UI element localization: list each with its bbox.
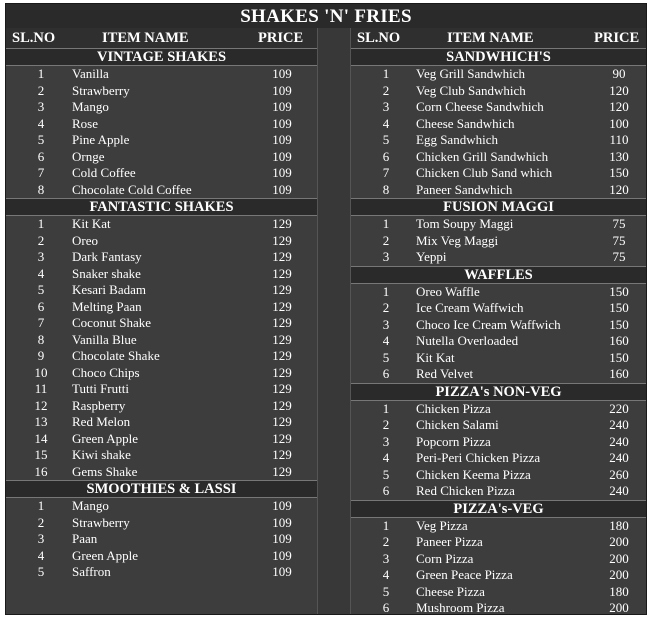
item-number: 1 — [37, 216, 45, 231]
item-name: Cheese Pizza — [416, 583, 485, 599]
item-name: Veg Club Sandwhich — [416, 82, 526, 98]
item-number: 5 — [382, 466, 390, 482]
item-price: 109 — [272, 165, 292, 180]
item-price: 109 — [272, 531, 292, 546]
item-name: Mushroom Pizza — [416, 600, 505, 615]
menu-item-row — [351, 333, 646, 350]
left-column — [6, 28, 317, 614]
item-name-header: ITEM NAME — [102, 30, 189, 46]
item-name: Chicken Pizza — [416, 400, 491, 416]
item-price: 100 — [609, 115, 629, 131]
item-number: 3 — [382, 433, 390, 449]
item-number: 8 — [37, 181, 45, 197]
item-name: Vanilla Blue — [72, 331, 137, 347]
item-name: Ornge — [72, 148, 105, 164]
item-price: 150 — [609, 316, 629, 332]
item-price: 129 — [272, 249, 292, 264]
section-heading: FANTASTIC SHAKES — [6, 198, 317, 216]
item-price: 240 — [609, 450, 629, 465]
item-name: Chocolate Shake — [72, 348, 160, 363]
column-header — [6, 28, 317, 48]
item-number: 1 — [382, 283, 390, 299]
item-name: Cheese Sandwhich — [416, 115, 515, 131]
item-number: 2 — [382, 300, 390, 315]
item-number: 5 — [37, 282, 45, 297]
item-price: 129 — [272, 216, 292, 231]
item-number: 4 — [37, 115, 45, 131]
menu-item-row — [6, 564, 317, 581]
item-name: Green Apple — [72, 547, 139, 563]
menu-item-row — [6, 116, 317, 133]
item-price: 129 — [272, 265, 292, 281]
item-name: Chocolate Cold Coffee — [72, 181, 192, 197]
item-price: 180 — [609, 583, 629, 599]
menu-item-row — [6, 398, 317, 415]
item-name: Snaker shake — [72, 265, 141, 281]
menu-item-row — [6, 365, 317, 382]
item-name: Egg Sandwhich — [416, 132, 498, 147]
menu-item-row — [351, 182, 646, 199]
item-price: 129 — [272, 447, 292, 462]
item-name: Veg Grill Sandwhich — [416, 66, 526, 81]
section-heading: VINTAGE SHAKES — [6, 48, 317, 66]
item-name: Veg Pizza — [416, 517, 468, 533]
item-number: 2 — [37, 232, 45, 248]
menu-item-row — [351, 66, 646, 83]
item-name: Chicken Salami — [416, 417, 499, 432]
item-number: 1 — [382, 400, 390, 416]
menu-item-row — [6, 447, 317, 464]
menu-item-row — [351, 417, 646, 434]
item-price: 75 — [612, 216, 626, 231]
item-price: 150 — [609, 300, 629, 315]
item-number: 4 — [382, 115, 390, 131]
menu-item-row — [351, 551, 646, 568]
item-number: 1 — [37, 498, 45, 513]
item-number: 2 — [382, 82, 390, 98]
item-number: 10 — [34, 364, 48, 380]
item-number: 4 — [382, 333, 390, 348]
menu-item-row — [6, 282, 317, 299]
column-divider — [317, 28, 351, 614]
item-name: Mango — [72, 99, 109, 114]
item-price: 260 — [609, 466, 629, 482]
item-price: 240 — [609, 433, 629, 449]
item-name: Dark Fantasy — [72, 249, 142, 264]
item-number: 5 — [382, 132, 390, 147]
item-price: 200 — [609, 600, 629, 615]
item-number: 11 — [34, 381, 48, 396]
section-heading: SANDWHICH'S — [351, 48, 646, 66]
item-number: 2 — [37, 82, 45, 98]
menu-item-row — [351, 284, 646, 301]
item-price: 129 — [272, 397, 292, 413]
item-number: 4 — [382, 567, 390, 582]
menu-item-row — [6, 332, 317, 349]
menu-item-row — [6, 249, 317, 266]
item-price: 109 — [272, 66, 292, 81]
item-price: 109 — [272, 181, 292, 197]
item-name: Red Melon — [72, 414, 131, 429]
menu-item-row — [6, 216, 317, 233]
item-name: Green Apple — [72, 430, 139, 446]
item-price: 109 — [272, 99, 292, 114]
item-name: Nutella Overloaded — [416, 333, 519, 348]
item-name: Saffron — [72, 564, 111, 579]
item-number: 9 — [37, 348, 45, 363]
item-number: 3 — [37, 249, 45, 264]
item-price: 200 — [609, 550, 629, 566]
item-price: 90 — [612, 66, 626, 81]
item-name: Chicken Club Sand which — [416, 165, 553, 180]
item-number: 4 — [37, 265, 45, 281]
menu-item-row — [351, 467, 646, 484]
item-price: 109 — [272, 132, 292, 147]
left-sections — [6, 48, 317, 581]
item-name: Corn Pizza — [416, 550, 474, 566]
menu-item-row — [6, 66, 317, 83]
menu-item-row — [6, 515, 317, 532]
item-name: Red Chicken Pizza — [416, 483, 515, 498]
item-price: 129 — [272, 463, 292, 479]
item-number: 5 — [382, 349, 390, 365]
item-number: 3 — [382, 550, 390, 566]
item-name: Green Peace Pizza — [416, 567, 513, 582]
item-number: 6 — [37, 298, 45, 314]
item-name: Paneer Sandwhich — [416, 181, 513, 197]
menu-item-row — [351, 518, 646, 535]
menu-item-row — [351, 300, 646, 317]
item-price: 129 — [272, 414, 292, 429]
item-name: Corn Cheese Sandwhich — [416, 99, 544, 114]
item-number: 6 — [382, 483, 390, 498]
column-header — [351, 28, 646, 48]
item-number: 4 — [37, 547, 45, 563]
item-number: 2 — [382, 417, 390, 432]
menu-item-row — [351, 350, 646, 367]
item-price: 109 — [272, 148, 292, 164]
item-name: Chicken Grill Sandwhich — [416, 148, 549, 164]
item-number: 5 — [37, 564, 45, 579]
item-name: Strawberry — [72, 82, 130, 98]
menu-item-row — [6, 548, 317, 565]
menu-item-row — [6, 182, 317, 199]
item-price: 75 — [612, 249, 626, 264]
item-number: 8 — [382, 181, 390, 197]
item-number: 1 — [382, 66, 390, 81]
item-name: Oreo — [72, 232, 98, 248]
section-heading: PIZZA's NON-VEG — [351, 383, 646, 401]
item-number: 3 — [382, 316, 390, 332]
menu-item-row — [351, 99, 646, 116]
item-name: Kit Kat — [72, 216, 111, 231]
item-number: 6 — [382, 148, 390, 164]
item-price: 129 — [272, 430, 292, 446]
item-name-header: ITEM NAME — [447, 30, 534, 46]
menu-item-row — [351, 401, 646, 418]
item-price: 129 — [272, 348, 292, 363]
item-price: 109 — [272, 564, 292, 579]
menu-item-row — [6, 149, 317, 166]
menu-item-row — [6, 266, 317, 283]
menu-item-row — [6, 498, 317, 515]
menu-item-row — [6, 233, 317, 250]
sl-no-header: SL.NO — [357, 30, 401, 46]
item-number: 6 — [382, 366, 390, 381]
menu-item-row — [6, 531, 317, 548]
menu-item-row — [6, 464, 317, 481]
item-number: 4 — [382, 450, 390, 465]
menu-item-row — [351, 600, 646, 617]
item-price: 240 — [609, 483, 629, 498]
menu-item-row — [351, 450, 646, 467]
item-price: 110 — [609, 132, 629, 147]
menu-board — [5, 3, 647, 615]
item-price: 120 — [609, 82, 629, 98]
item-name: Kesari Badam — [72, 282, 147, 297]
item-name: Mango — [72, 498, 109, 513]
menu-item-row — [351, 317, 646, 334]
item-price: 130 — [609, 148, 629, 164]
item-price: 129 — [272, 331, 292, 347]
item-name: Tutti Frutti — [72, 381, 129, 396]
item-number: 6 — [382, 600, 390, 615]
item-name: Gems Shake — [72, 463, 138, 479]
item-name: Coconut Shake — [72, 315, 152, 330]
item-price: 200 — [609, 534, 629, 549]
menu-item-row — [6, 431, 317, 448]
menu-item-row — [351, 567, 646, 584]
item-number: 14 — [34, 430, 48, 446]
item-price: 150 — [609, 349, 629, 365]
item-name: Choco Ice Cream Waffwich — [416, 316, 561, 332]
menu-item-row — [6, 99, 317, 116]
item-price: 109 — [272, 514, 292, 530]
item-number: 2 — [382, 534, 390, 549]
right-column — [351, 28, 646, 614]
item-number: 1 — [382, 216, 390, 231]
item-name: Raspberry — [72, 397, 126, 413]
item-number: 7 — [382, 165, 390, 180]
menu-item-row — [6, 348, 317, 365]
item-price: 200 — [609, 567, 629, 582]
item-number: 3 — [382, 99, 390, 114]
section-heading: WAFFLES — [351, 266, 646, 284]
sl-no-header: SL.NO — [12, 30, 56, 46]
item-price: 109 — [272, 115, 292, 131]
section-heading: SMOOTHIES & LASSI — [6, 480, 317, 498]
item-price: 220 — [609, 400, 629, 416]
menu-item-row — [351, 149, 646, 166]
menu-item-row — [6, 414, 317, 431]
item-name: Cold Coffee — [72, 165, 136, 180]
menu-title: SHAKES 'N' FRIES — [6, 4, 646, 28]
item-number: 5 — [37, 132, 45, 147]
item-name: Pine Apple — [72, 132, 130, 147]
menu-item-row — [351, 584, 646, 601]
item-number: 5 — [382, 583, 390, 599]
menu-item-row — [351, 116, 646, 133]
menu-item-row — [6, 315, 317, 332]
price-header: PRICE — [594, 30, 640, 46]
menu-item-row — [351, 233, 646, 250]
item-name: Oreo Waffle — [416, 283, 480, 299]
section-heading: FUSION MAGGI — [351, 198, 646, 216]
item-name: Chicken Keema Pizza — [416, 466, 531, 482]
item-number: 6 — [37, 148, 45, 164]
menu-item-row — [351, 366, 646, 383]
item-name: Strawberry — [72, 514, 130, 530]
item-price: 109 — [272, 82, 292, 98]
item-number: 12 — [34, 397, 48, 413]
item-name: Mix Veg Maggi — [416, 232, 499, 248]
item-name: Kit Kat — [416, 349, 455, 365]
menu-item-row — [6, 132, 317, 149]
price-header: PRICE — [258, 30, 304, 46]
item-number: 3 — [37, 99, 45, 114]
item-name: Melting Paan — [72, 298, 142, 314]
item-price: 129 — [272, 381, 292, 396]
menu-item-row — [6, 165, 317, 182]
item-name: Choco Chips — [72, 364, 140, 380]
item-number: 16 — [34, 463, 48, 479]
item-name: Red Velvet — [416, 366, 474, 381]
item-number: 7 — [37, 315, 45, 330]
item-number: 8 — [37, 331, 45, 347]
menu-item-row — [6, 83, 317, 100]
menu-item-row — [351, 83, 646, 100]
item-price: 240 — [609, 417, 629, 432]
item-name: Peri-Peri Chicken Pizza — [416, 450, 541, 465]
item-price: 120 — [609, 99, 629, 114]
menu-item-row — [6, 381, 317, 398]
item-name: Paneer Pizza — [416, 534, 483, 549]
item-price: 109 — [272, 498, 292, 513]
item-price: 150 — [609, 165, 629, 180]
menu-item-row — [351, 483, 646, 500]
item-number: 2 — [382, 232, 390, 248]
section-heading: PIZZA's-VEG — [351, 500, 646, 518]
menu-item-row — [351, 165, 646, 182]
item-name: Rose — [72, 115, 98, 131]
item-number: 1 — [37, 66, 45, 81]
item-number: 1 — [382, 517, 390, 533]
item-number: 13 — [34, 414, 48, 429]
item-price: 129 — [272, 315, 292, 330]
menu-item-row — [6, 299, 317, 316]
item-price: 180 — [609, 517, 629, 533]
item-price: 129 — [272, 364, 292, 380]
right-sections — [351, 48, 646, 617]
item-number: 3 — [382, 249, 390, 264]
item-name: Yeppi — [416, 249, 447, 264]
item-number: 15 — [34, 447, 48, 462]
item-number: 7 — [37, 165, 45, 180]
item-name: Kiwi shake — [72, 447, 131, 462]
item-name: Ice Cream Waffwich — [416, 300, 524, 315]
item-price: 129 — [272, 282, 292, 297]
menu-item-row — [351, 132, 646, 149]
item-price: 129 — [272, 298, 292, 314]
menu-item-row — [351, 534, 646, 551]
item-name: Popcorn Pizza — [416, 433, 491, 449]
item-price: 109 — [272, 547, 292, 563]
menu-item-row — [351, 434, 646, 451]
item-price: 129 — [272, 232, 292, 248]
item-price: 160 — [609, 333, 629, 348]
item-name: Paan — [72, 531, 98, 546]
item-price: 150 — [609, 283, 629, 299]
item-name: Tom Soupy Maggi — [416, 216, 514, 231]
item-number: 2 — [37, 514, 45, 530]
menu-item-row — [351, 216, 646, 233]
item-number: 3 — [37, 531, 45, 546]
menu-item-row — [351, 249, 646, 266]
item-price: 75 — [612, 232, 626, 248]
item-price: 160 — [609, 366, 629, 381]
item-name: Vanilla — [72, 66, 109, 81]
item-price: 120 — [609, 181, 629, 197]
